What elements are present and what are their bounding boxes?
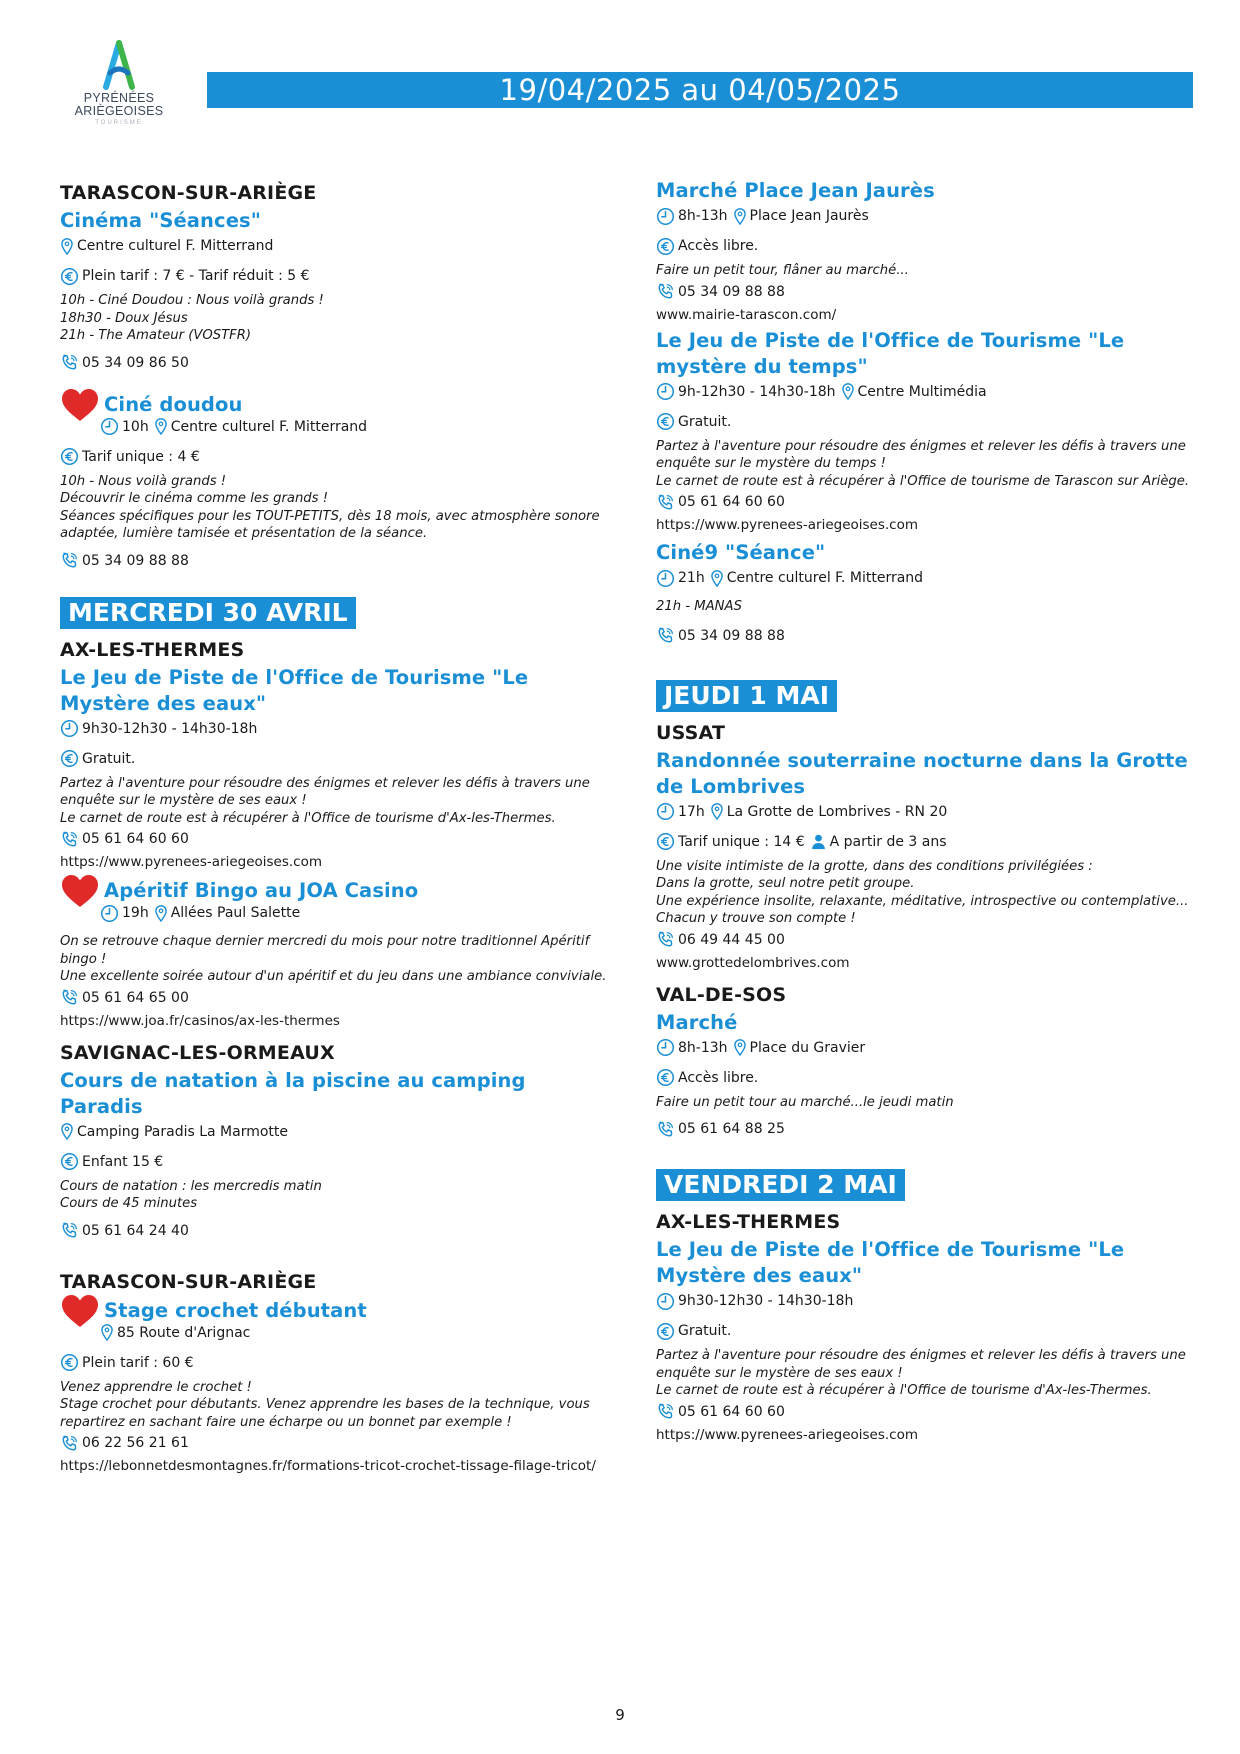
event-link[interactable]: https://www.pyrenees-ariegeoises.com — [656, 1426, 919, 1443]
event-price: Enfant 15 € — [82, 1153, 164, 1170]
description-line: Une visite intimiste de la grotte, dans des conditions privilégiées : — [656, 858, 1093, 874]
event-phone-row — [656, 492, 1196, 512]
event-place: Place Jean Jaurès — [749, 208, 869, 224]
description-line: Cours de natation : les mercredis matin — [60, 1178, 322, 1194]
event-title: Cours de natation à la piscine au camping Paradis — [60, 1068, 526, 1118]
location-icon — [60, 237, 74, 256]
event-description — [656, 438, 1196, 491]
event-title: Cinéma "Séances" — [60, 209, 261, 232]
event-description — [60, 775, 612, 828]
event-time-row — [60, 719, 612, 739]
description-line: On se retrouve chaque dernier mercredi du mois pour notre traditionnel Apéritif bingo ! — [60, 934, 590, 967]
location-icon — [710, 802, 724, 821]
description-line: Le carnet de route est à récupérer à l'Office de tourisme d'Ax-les-Thermes. — [60, 810, 556, 826]
description-line: Venez apprendre le crochet ! — [60, 1379, 252, 1395]
event-time: 9h-12h30 - 14h30-18h — [678, 383, 836, 400]
event-phone-row — [60, 551, 612, 571]
day-heading: JEUDI 1 MAI — [656, 680, 837, 712]
event-price-row — [656, 236, 1196, 256]
event-phone-row — [656, 626, 1196, 646]
description-line: 18h30 - Doux Jésus — [60, 310, 188, 326]
day-header-wrap — [656, 680, 1196, 712]
clock-icon — [656, 382, 675, 401]
event-time-location-row — [656, 1038, 1196, 1058]
description-line: Partez à l'aventure pour résoudre des énigmes et relever les défis à travers une enquête sur le mystère du temps ! — [656, 438, 1186, 471]
heart-icon — [60, 873, 100, 909]
right-column — [656, 178, 1196, 1444]
left-column — [60, 178, 612, 1475]
day-heading: MERCREDI 30 AVRIL — [60, 597, 356, 629]
phone-icon — [656, 282, 675, 301]
phone-icon — [656, 1402, 675, 1421]
event-description — [656, 1347, 1196, 1400]
event-time-location-row — [656, 382, 1196, 402]
event-description — [60, 473, 612, 543]
description-line: 10h - Nous voilà grands ! — [60, 473, 227, 489]
logo-text-2: ARIÈGEOISES — [74, 104, 164, 118]
person-icon — [810, 832, 827, 851]
event-time: 10h — [122, 418, 149, 435]
description-line: Partez à l'aventure pour résoudre des énigmes et relever les défis à travers une enquête sur le mystère de ses eaux ! — [656, 1348, 1186, 1381]
town-heading: SAVIGNAC-LES-ORMEAUX — [60, 1041, 335, 1064]
town-heading: TARASCON-SUR-ARIÈGE — [60, 182, 317, 204]
event-phone[interactable]: 05 61 64 60 60 — [82, 831, 189, 847]
event-title: Ciné9 "Séance" — [656, 541, 826, 564]
phone-icon — [656, 1120, 675, 1139]
location-icon — [710, 569, 724, 588]
phone-icon — [60, 1221, 79, 1240]
event-price: Plein tarif : 7 € - Tarif réduit : 5 € — [82, 268, 310, 284]
logo — [74, 40, 164, 126]
event-title: Le Jeu de Piste de l'Office de Tourisme "Le Mystère des eaux" — [656, 1238, 1125, 1287]
description-line: Une expérience insolite, relaxante, méditative, introspective ou contemplative... Chacun y trouve son compte ! — [656, 893, 1189, 926]
phone-icon — [656, 930, 675, 949]
description-line: 21h - The Amateur (VOSTFR) — [60, 328, 252, 343]
event-place: Centre culturel F. Mitterrand — [77, 238, 274, 254]
event-phone[interactable]: 06 22 56 21 61 — [82, 1435, 189, 1451]
event-time: 19h — [122, 905, 149, 921]
description-line: Faire un petit tour au marché...le jeudi matin — [656, 1094, 954, 1110]
event-time-row — [656, 1291, 1196, 1311]
event-price: Gratuit. — [678, 1323, 732, 1339]
location-icon — [60, 1122, 74, 1141]
clock-icon — [656, 1292, 675, 1311]
phone-icon — [60, 551, 79, 570]
description-line: Le carnet de route est à récupérer à l'Office de tourisme de Tarascon sur Ariège. — [656, 473, 1190, 489]
event-title: Marché — [656, 1010, 738, 1034]
euro-icon — [60, 267, 79, 286]
event-description — [656, 598, 1196, 616]
event-location-row — [60, 236, 612, 256]
event-location-row — [60, 1122, 612, 1142]
event-description — [656, 858, 1196, 928]
phone-icon — [60, 988, 79, 1007]
euro-icon — [656, 1068, 675, 1087]
logo-text-3: TOURISME — [95, 120, 143, 126]
town-heading: USSAT — [656, 721, 726, 744]
event-description — [60, 292, 612, 345]
event-price: Accès libre. — [678, 238, 759, 254]
clock-icon — [100, 904, 119, 923]
description-line: Faire un petit tour, flâner au marché... — [656, 263, 909, 278]
event-phone[interactable]: 05 34 09 88 88 — [678, 627, 785, 644]
event-place: Camping Paradis La Marmotte — [77, 1123, 289, 1140]
event-description — [656, 1094, 1196, 1112]
event-place: Allées Paul Salette — [170, 905, 301, 921]
event-place: Centre culturel F. Mitterrand — [170, 418, 368, 435]
event-price-row — [656, 832, 1196, 852]
event-phone[interactable]: 06 49 44 45 00 — [678, 931, 785, 948]
event-location-row — [60, 1323, 612, 1343]
day-header-wrap — [656, 1169, 1196, 1201]
event-link[interactable]: www.grottedelombrives.com — [656, 954, 850, 971]
euro-icon — [60, 1353, 79, 1372]
event-price: Gratuit. — [82, 750, 136, 767]
event-time: 9h30-12h30 - 14h30-18h — [82, 720, 258, 737]
event-phone-row — [656, 1119, 1196, 1139]
event-phone[interactable]: 05 61 64 60 60 — [678, 494, 785, 510]
event-description — [60, 933, 612, 986]
event-phone-row — [60, 353, 612, 373]
clock-icon — [60, 719, 79, 738]
event-phone[interactable]: 05 34 09 88 88 — [678, 283, 785, 300]
event-price: Accès libre. — [678, 1069, 759, 1086]
description-line: Stage crochet pour débutants. Venez apprendre les bases de la technique, vous repartirez en sachant faire une écharpe ou un bonnet par exemple ! — [60, 1397, 590, 1430]
event-price-row — [60, 1152, 612, 1172]
heart-icon — [60, 1293, 100, 1329]
event-description — [656, 262, 1196, 280]
event-phone-row — [60, 829, 612, 849]
euro-icon — [656, 832, 675, 851]
phone-icon — [656, 626, 675, 645]
event-description — [60, 1178, 612, 1213]
event-time: 8h-13h — [678, 208, 728, 224]
event-phone-row — [60, 1433, 612, 1453]
euro-icon — [656, 412, 675, 431]
event-price-row — [656, 1321, 1196, 1341]
euro-icon — [60, 447, 79, 466]
event-title: Apéritif Bingo au JOA Casino — [104, 879, 419, 902]
page-number: 9 — [615, 1706, 625, 1724]
description-line: Dans la grotte, seul notre petit groupe. — [656, 876, 915, 891]
location-icon — [154, 417, 168, 436]
description-line: Découvrir le cinéma comme les grands ! — [60, 491, 329, 506]
event-title: Le Jeu de Piste de l'Office de Tourisme "Le mystère du temps" — [656, 328, 1125, 378]
event-price: Plein tarif : 60 € — [82, 1354, 194, 1371]
event-time: 9h30-12h30 - 14h30-18h — [678, 1293, 854, 1309]
description-line: 10h - Ciné Doudou : Nous voilà grands ! — [60, 293, 324, 308]
phone-icon — [60, 830, 79, 849]
euro-icon — [656, 1322, 675, 1341]
event-title: Stage crochet débutant — [104, 1298, 367, 1322]
event-price-row — [60, 447, 612, 467]
event-time-location-row — [60, 903, 612, 923]
event-title: Le Jeu de Piste de l'Office de Tourisme "Le Mystère des eaux" — [60, 665, 529, 715]
logo-mark-icon — [99, 40, 139, 92]
heart-icon — [60, 387, 100, 423]
location-icon — [733, 207, 747, 226]
town-heading: VAL-DE-SOS — [656, 983, 787, 1006]
event-time-location-row — [656, 206, 1196, 226]
event-price-row — [656, 412, 1196, 432]
day-heading: VENDREDI 2 MAI — [656, 1169, 905, 1201]
phone-icon — [60, 1434, 79, 1453]
event-price: Tarif unique : 4 € — [82, 448, 200, 465]
location-icon — [733, 1038, 747, 1057]
event-link[interactable]: https://www.joa.fr/casinos/ax-les-thermes — [60, 1012, 340, 1029]
event-time-location-row — [60, 417, 612, 437]
event-place: Place du Gravier — [749, 1039, 866, 1056]
event-price-row — [60, 1353, 612, 1373]
description-line: Le carnet de route est à récupérer à l'Office de tourisme d'Ax-les-Thermes. — [656, 1383, 1152, 1398]
clock-icon — [100, 417, 119, 436]
event-phone-row — [656, 930, 1196, 950]
phone-icon — [656, 493, 675, 512]
clock-icon — [656, 569, 675, 588]
event-place: Centre Multimédia — [857, 383, 987, 400]
description-line: Partez à l'aventure pour résoudre des énigmes et relever les défis à travers une enquête sur le mystère de ses eaux ! — [60, 775, 590, 808]
event-place: La Grotte de Lombrives - RN 20 — [726, 803, 948, 820]
date-range-banner: 19/04/2025 au 04/05/2025 — [207, 72, 1193, 108]
event-place: 85 Route d'Arignac — [117, 1324, 251, 1341]
event-price-row — [656, 1068, 1196, 1088]
location-icon — [154, 904, 168, 923]
event-time-location-row — [656, 568, 1196, 588]
event-phone-row — [656, 282, 1196, 302]
event-link[interactable]: https://lebonnetdesmontagnes.fr/formations-tricot-crochet-tissage-filage-tricot/ — [60, 1458, 596, 1474]
event-link[interactable]: https://www.pyrenees-ariegeoises.com — [656, 517, 919, 533]
event-phone-row — [60, 988, 612, 1008]
event-title: Ciné doudou — [104, 392, 243, 416]
location-icon — [841, 382, 855, 401]
town-heading: AX-LES-THERMES — [60, 638, 245, 661]
clock-icon — [656, 1038, 675, 1057]
euro-icon — [60, 749, 79, 768]
phone-icon — [60, 353, 79, 372]
event-age: A partir de 3 ans — [829, 833, 947, 850]
event-phone[interactable]: 05 61 64 24 40 — [82, 1222, 189, 1239]
event-link[interactable]: https://www.pyrenees-ariegeoises.com — [60, 854, 323, 870]
event-phone-row — [656, 1402, 1196, 1422]
event-phone[interactable]: 05 34 09 88 88 — [82, 552, 189, 569]
event-time: 17h — [678, 803, 705, 820]
event-phone[interactable]: 05 61 64 88 25 — [678, 1121, 785, 1137]
description-line: 21h - MANAS — [656, 599, 742, 614]
town-heading: TARASCON-SUR-ARIÈGE — [60, 1270, 317, 1293]
event-link[interactable]: www.mairie-tarascon.com/ — [656, 306, 837, 323]
clock-icon — [656, 802, 675, 821]
event-time: 8h-13h — [678, 1039, 728, 1056]
clock-icon — [656, 207, 675, 226]
day-header-wrap — [60, 597, 612, 629]
event-price: Tarif unique : 14 € — [678, 833, 805, 850]
euro-icon — [656, 237, 675, 256]
town-heading: AX-LES-THERMES — [656, 1211, 841, 1233]
event-title: Marché Place Jean Jaurès — [656, 179, 935, 202]
description-line: Séances spécifiques pour les TOUT-PETITS, dès 18 mois, avec atmosphère sonore adaptée, lumière tamisée et présentation de la séance. — [60, 508, 600, 541]
event-price-row — [60, 266, 612, 286]
event-title: Randonnée souterraine nocturne dans la Grotte de Lombrives — [656, 748, 1188, 798]
event-phone[interactable]: 05 34 09 86 50 — [82, 354, 189, 371]
event-price: Gratuit. — [678, 413, 732, 430]
event-description — [60, 1379, 612, 1432]
event-place: Centre culturel F. Mitterrand — [726, 570, 924, 586]
description-line: Cours de 45 minutes — [60, 1196, 198, 1211]
event-price-row — [60, 749, 612, 769]
event-time: 21h — [678, 570, 705, 586]
location-icon — [100, 1323, 114, 1342]
event-phone-row — [60, 1221, 612, 1241]
logo-text-1: PYRÉNÉES — [83, 91, 155, 105]
euro-icon — [60, 1152, 79, 1171]
event-phone[interactable]: 05 61 64 65 00 — [82, 989, 189, 1006]
event-time-location-row — [656, 802, 1196, 822]
event-phone[interactable]: 05 61 64 60 60 — [678, 1403, 785, 1420]
description-line: Une excellente soirée autour d'un apéritif et du jeu dans une ambiance conviviale. — [60, 969, 607, 984]
